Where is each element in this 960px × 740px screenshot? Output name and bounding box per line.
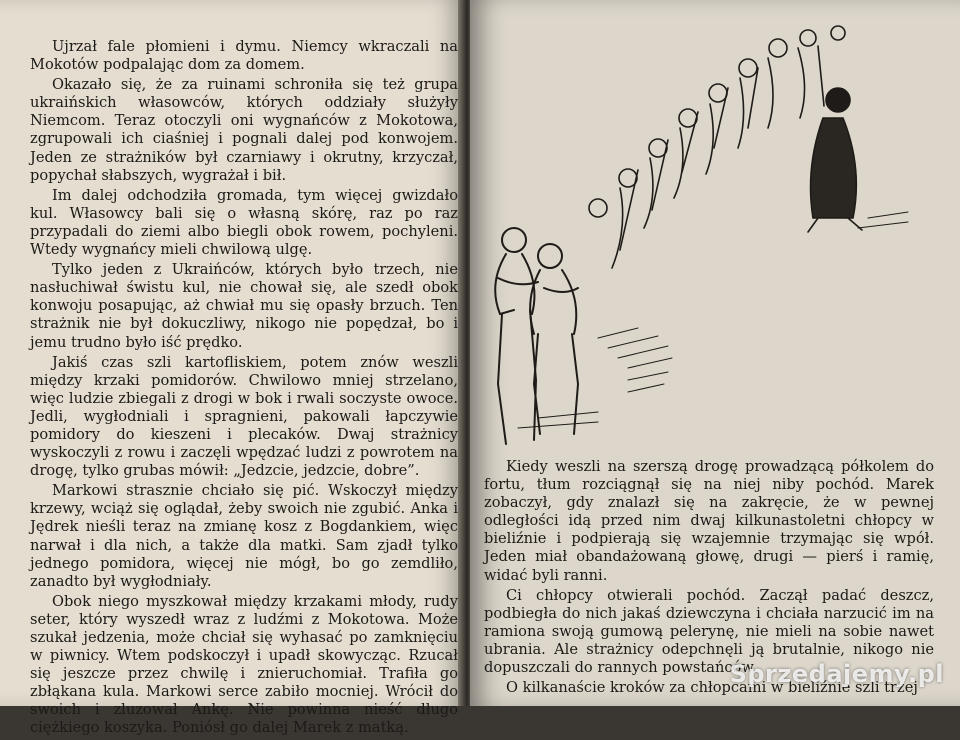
crowd-figures (589, 26, 845, 268)
paragraph: Tylko jeden z Ukraińców, których było trzech, nie nasłuchiwał świstu kul, nie chował się, ale szedł obok konwoju posapując, aż chwiał mu się opasły brzuch. Ten strażnik nie był dokuczliwy, nikogo nie popędzał, bo i jemu trudno było iść prędko. (30, 261, 458, 351)
watermark-logo: Sprzedajemy.pl (729, 660, 944, 688)
paragraph: Obok niego myszkował między krzakami młody, rudy seter, który wyszedł wraz z ludźmi z Mokotowa. Może szukał jedzenia, może chciał się wyhasać po zamknięciu w piwnicy. Wtem podskoczył i upadł skowycząc. Rzucał się jeszcze przez chwilę i znieruchomiał. Trafiła go zbłąkana kula. Markowi serce zabiło mocniej. Wrócił do swoich i zluzował Ankę. Nie powinna nieść długo ciężkiego koszyka. Poniósł go dalej Marek z matką. (30, 592, 458, 737)
guard-figure (808, 88, 862, 232)
paragraph: Im dalej odchodziła gromada, tym więcej gwizdało kul. Własowcy bali się o własną skórę, raz po raz przypadali do ziemi albo biegli obok rowem, pochyleni. Wtedy wygnańcy mieli chwilową ulgę. (30, 186, 458, 259)
paragraph: Ujrzał fale płomieni i dymu. Niemcy wkraczali na Mokotów podpalając dom za domem. (30, 38, 458, 74)
left-page (0, 0, 462, 737)
paragraph: Kiedy weszli na szerszą drogę prowadzącą półkolem do fortu, tłum rozciągnął się na niej niby pochód. Marek zobaczył, gdy znalazł się na zakręcie, że w pewnej odległości idą przed nim dwaj kilkunastoletni chłopcy w bieliźnie i podpierają się wzajemnie trzymając się wpół. Jeden miał obandażowaną głowę, drugi — pierś i ramię, widać byli ranni. (484, 458, 934, 584)
paragraph: Markowi strasznie chciało się pić. Wskoczył między krzewy, wciąż się oglądał, żeby swoich nie zgubić. Anka i Jędrek nieśli teraz na zmianę kosz z Bogdankiem, więc narwał i dla nich, a także dla matki. Sam zjadł tylko jednego pomidora, więcej nie mógł, bo go zemdliło, zanadto był wygłodniały. (30, 482, 458, 590)
paragraph: Jakiś czas szli kartofliskiem, potem znów weszli między krzaki pomidorów. Chwilowo mniej strzelano, więc ludzie zbiegali z drogi w bok i rwali soczyste owoce. Jedli, wygłodniali i spragnieni, pakowali łapczywie pomidory do kieszeni i plecaków. Dwaj strażnicy wyskoczyli z rowu i zaczęli wpędzać ludzi z powrotem na drogę, tylko grubas mówił: „Jedzcie, jedzcie, dobre”. (30, 353, 458, 480)
paragraph: Okazało się, że za ruinami schroniła się też grupa ukraińskich własowców, których oddziały służyły Niemcom. Teraz otoczyli oni wygnańców z Mokotowa, zgrupowali ich ciaśniej i pognali dalej pod konwojem. Jeden ze strażników był czarniawy i okrutny, krzyczał, popychał słabszych, wygrażał i bił. (30, 76, 458, 184)
right-page (470, 0, 960, 706)
paragraph: O kilkanaście kroków za chłopcami w bieliźnie szli trzej (506, 679, 918, 697)
procession-illustration (478, 8, 948, 440)
boy-figures (495, 228, 578, 444)
left-page-text (30, 38, 458, 740)
paragraph: Ci chłopcy otwierali pochód. Zaczął padać deszcz, podbiegła do nich jakaś dziewczyna i chciała narzucić im na ramiona swoją gumową pelerynę, nie mieli na sobie nawet ubrania. Ale strażnicy odepchnęli ją brutalnie, nikogo nie dopuszczali do rannych powstańców. (484, 586, 934, 677)
